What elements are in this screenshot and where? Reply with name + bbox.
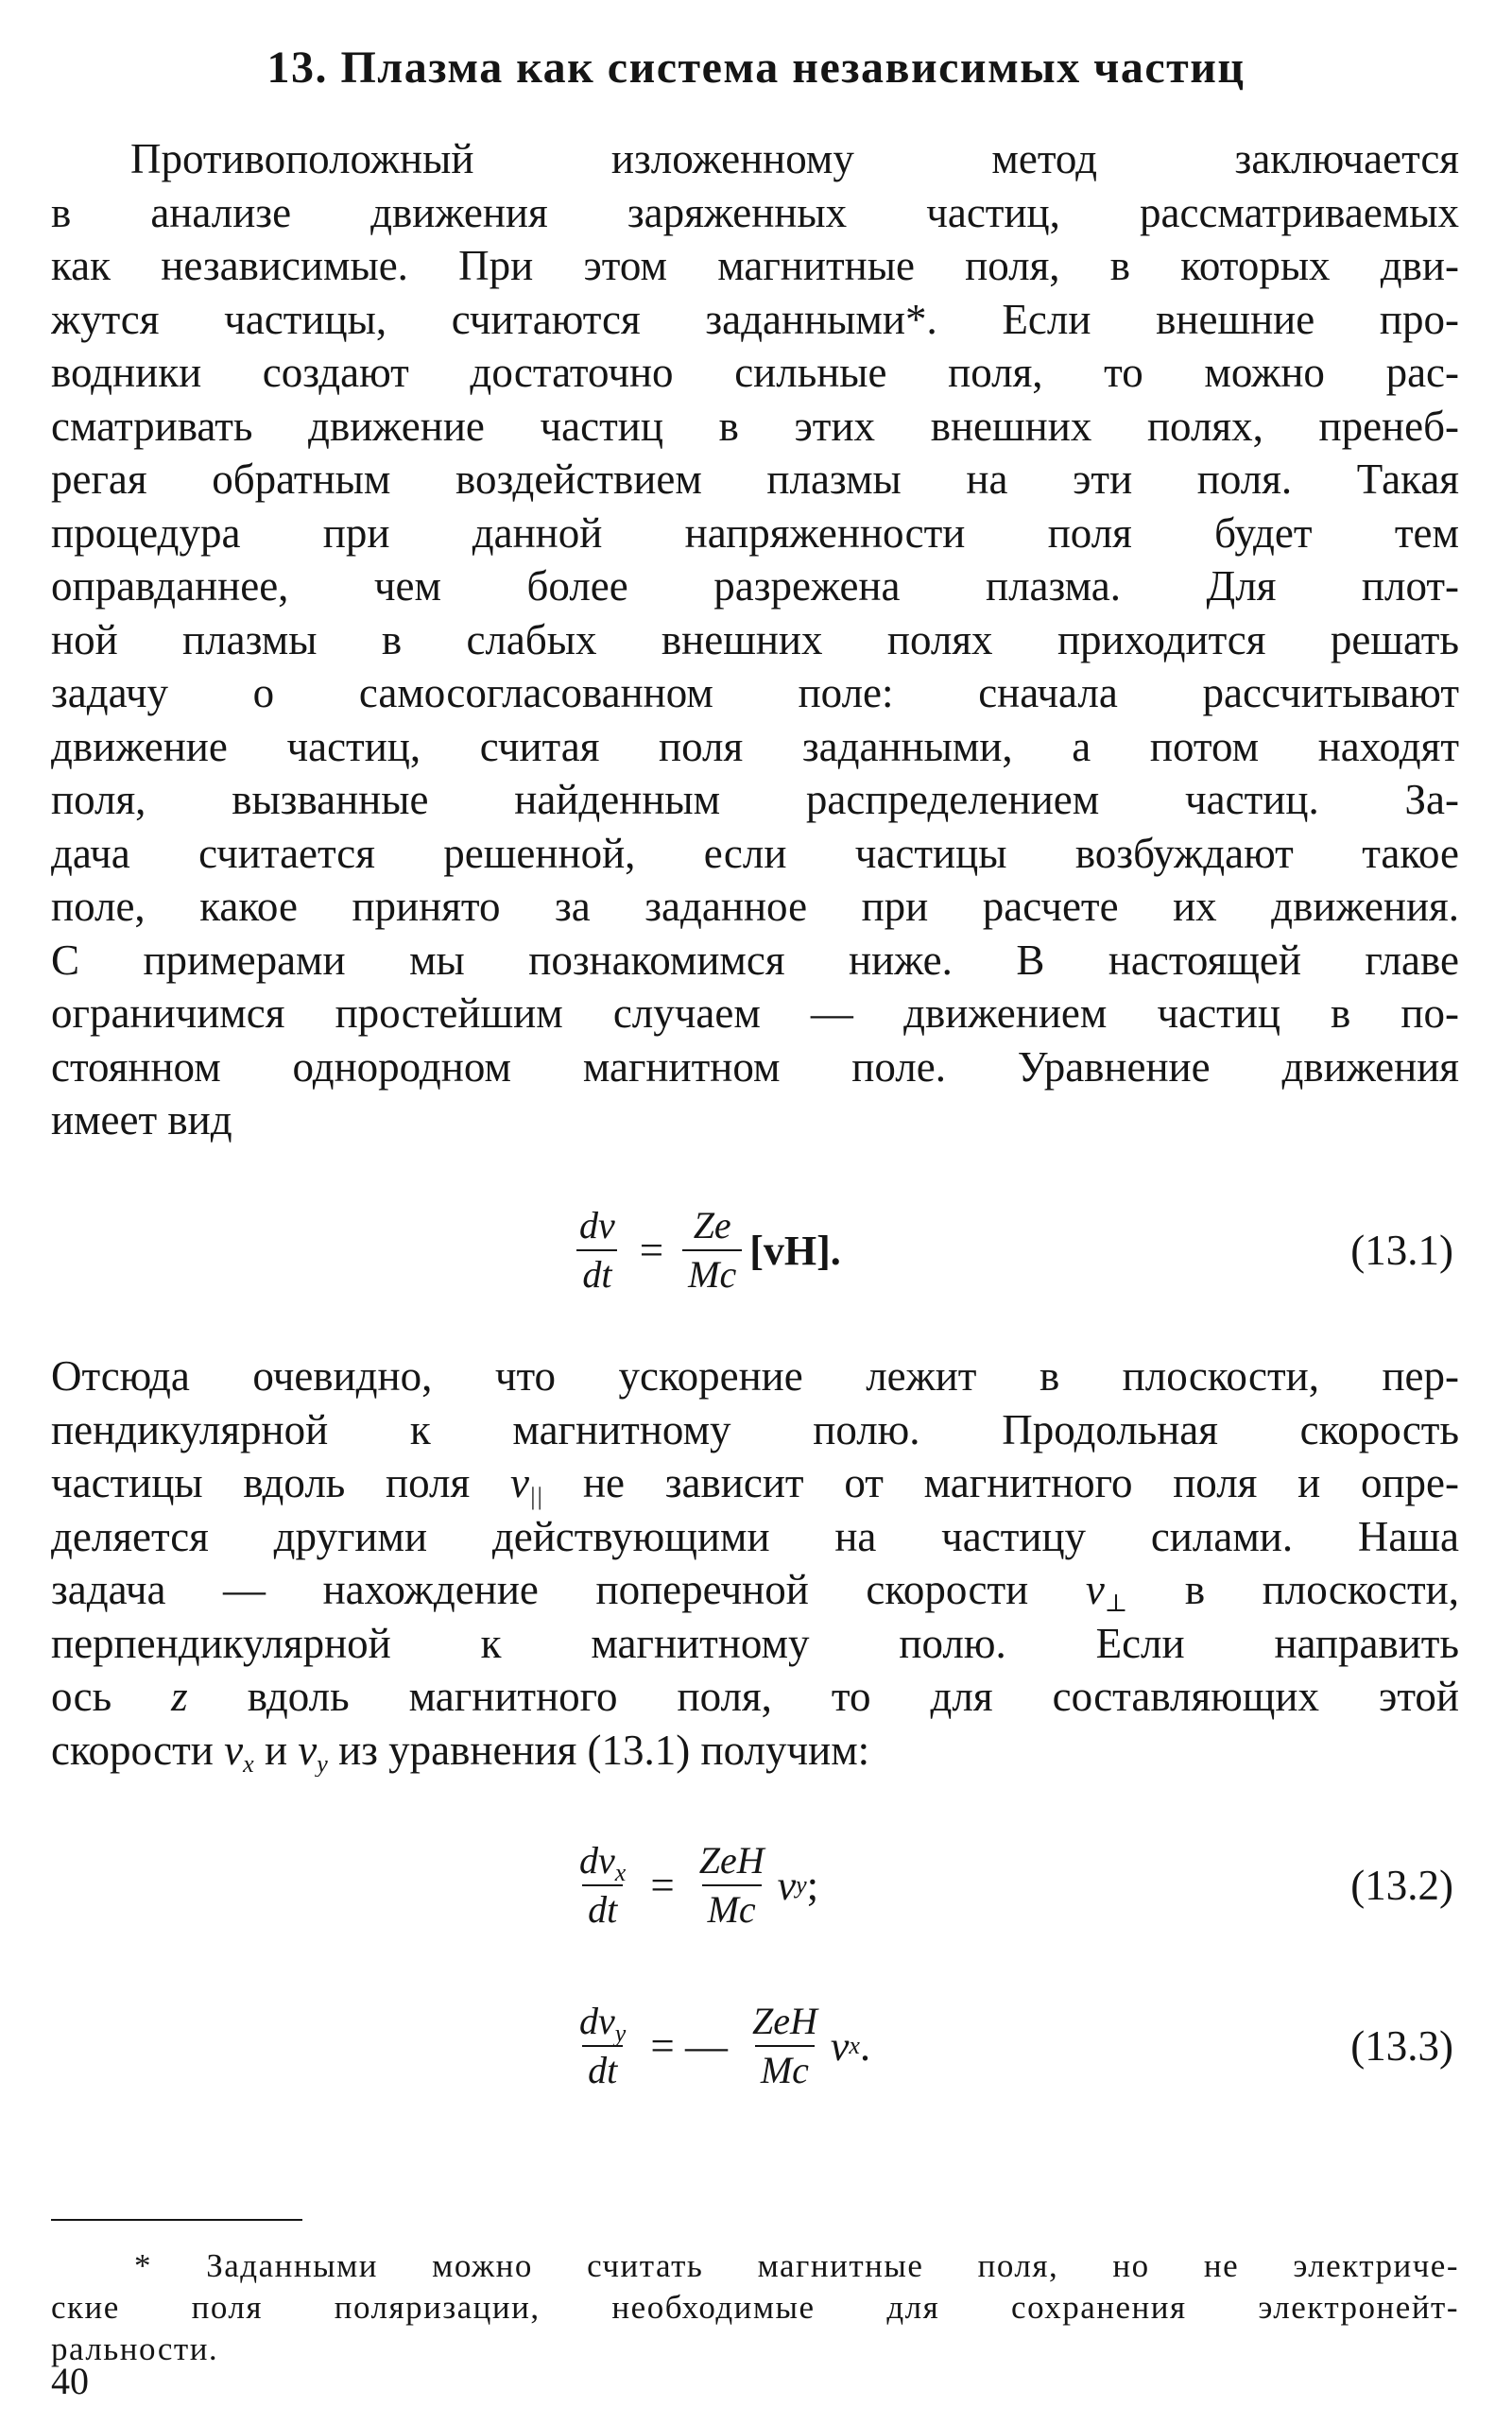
variable-v: v [777,1862,797,1909]
text-segment: частицы вдоль поля [51,1459,471,1506]
text-line: сматривать движение частиц в этих внешних полях, пренеб- [51,402,1459,450]
text-line: как независимые. При этом магнитные поля, в которых дви- [51,242,1459,289]
fraction-dv-dt [574,1204,621,1297]
numerator [574,2000,631,2045]
subscript-x: x [614,1859,627,1886]
text-line [51,1670,1459,1724]
numerator: ZeH [698,1839,765,1882]
variable-v: v [224,1726,244,1774]
footnote-line: ские поля поляризации, необходимые для сохранения электронейт- [51,2289,1459,2326]
text-line: в анализе движения заряженных частиц, рассматриваемых [51,188,1459,236]
text-segment: из уравнения (13.1) получим: [338,1726,870,1774]
numerator: ZeH [751,2000,817,2042]
text-line: Отсюда очевидно, что ускорение лежит в плоскости, пер- [51,1352,1459,1400]
text-line: жутся частицы, считаются заданными*. Если внешние про- [51,295,1459,343]
fraction-dvy-dt [574,2000,631,2092]
denominator: dt [582,1884,623,1932]
text-line: поле, какое принято за заданное при расчете их движения. [51,883,1459,930]
equation-number: (13.2) [1350,1862,1453,1909]
text-segment: скорости [51,1726,214,1774]
text-line: Противоположный изложенному метод заключается [130,135,1459,182]
text-segment: вдоль магнитного поля, то для составляющих этой [247,1673,1459,1720]
text-line: дача считается решенной, если частицы возбуждают такое [51,829,1459,877]
equation-body: $\frac{dv_x}{dt}$ = $\frac{\text{ZeH}}{Mc}$ v y ; [566,1814,818,1956]
text-line: ограничимся простейшим случаем — движением частиц в по- [51,989,1459,1037]
numerator-var: dv [579,1839,615,1882]
footnote [51,2245,1459,2370]
fraction-zeh-mc [694,1839,770,1932]
fraction-zeh-mc [747,2000,823,2092]
text-line: движение частиц, считая поля заданными, а потом находят [51,722,1459,770]
text-line: перпендикулярной к магнитному полю. Если направить [51,1619,1459,1667]
footnote-line: ральности. [51,2330,219,2367]
numerator [574,1839,631,1884]
numerator-var: dv [579,2000,615,2042]
punctuation: . [859,2022,871,2070]
variable-v: v [298,1726,318,1774]
text-line: имеет вид [51,1096,232,1143]
footnote-divider [51,2219,302,2221]
text-segment: и [264,1726,288,1774]
subscript-perpendicular: ⊥ [1104,1590,1128,1617]
variable-v: v [830,2022,850,2070]
equation-number: (13.1) [1350,1227,1453,1274]
text-line: регая обратным воздействием плазмы на эти поля. Такая [51,456,1459,503]
text-line: пендикулярной к магнитному полю. Продольная скорость [51,1405,1459,1453]
fraction-dvx-dt [574,1839,631,1932]
text-segment: в плоскости, [1184,1566,1459,1613]
text-line: ной плазмы в слабых внешних полях приходится решать [51,615,1459,663]
denominator: Mc [755,2045,815,2092]
text-line: деляется другими действующими на частицу силами. Наша [51,1512,1459,1560]
equation-body: $\frac{dv_y}{dt}$ = — $\frac{\text{ZeH}}{Mc}$ v x . [566,1975,870,2117]
variable-z: z [171,1673,188,1720]
cross-product: [vH]. [749,1227,841,1274]
denominator: dt [582,2045,623,2092]
punctuation: ; [806,1862,819,1909]
text-line [51,1724,1459,1778]
text-line: оправданнее, чем более разрежена плазма. Для плот- [51,562,1459,610]
denominator: Mc [702,1884,762,1932]
variable-v: v [1085,1566,1105,1613]
text-line [51,1456,1459,1510]
subscript-parallel: || [528,1483,543,1510]
text-line: задачу о самосогласованном поле: сначала рассчитывают [51,669,1459,716]
section-heading: 13. Плазма как система независимых частиц [266,43,1246,93]
denominator: dt [576,1249,617,1297]
subscript-x: x [243,1749,254,1777]
page-number: 40 [51,2360,89,2402]
variable-v: v [509,1459,529,1506]
text-line: процедура при данной напряженности поля будет тем [51,508,1459,557]
equation-body [566,1179,841,1321]
denominator: Mc [682,1249,742,1297]
text-segment: ось [51,1673,112,1720]
fraction-ze-mc [682,1204,742,1297]
paragraph-intro [51,132,1459,1147]
equation-13-2 [51,1814,1459,1956]
text-line [51,1563,1459,1617]
text-segment: задача — нахождение поперечной скорости [51,1566,1029,1613]
equation-13-3 [51,1975,1459,2117]
equation-13-1 [51,1179,1459,1321]
text-segment: не зависит от магнитного поля и опре- [582,1459,1459,1506]
subscript-y: y [317,1749,328,1777]
numerator: Ze [693,1204,731,1246]
text-line: водники создают достаточно сильные поля, то можно рас- [51,349,1459,396]
equals-minus-sign: = — [650,2022,728,2070]
equals-sign: = [650,1862,675,1909]
subscript-y: y [614,2020,627,2047]
text-line: С примерами мы познакомимся ниже. В настоящей главе [51,936,1459,984]
numerator: dv [579,1204,615,1246]
text-line: поля, вызванные найденным распределением частиц. За- [51,776,1459,823]
equals-sign: = [639,1227,664,1274]
paragraph-analysis [51,1350,1459,1777]
equation-number: (13.3) [1350,2022,1453,2070]
text-line: стоянном однородном магнитном поле. Уравнение движения [51,1042,1459,1091]
footnote-line: * Заданными можно считать магнитные поля, но не электриче- [134,2247,1459,2284]
